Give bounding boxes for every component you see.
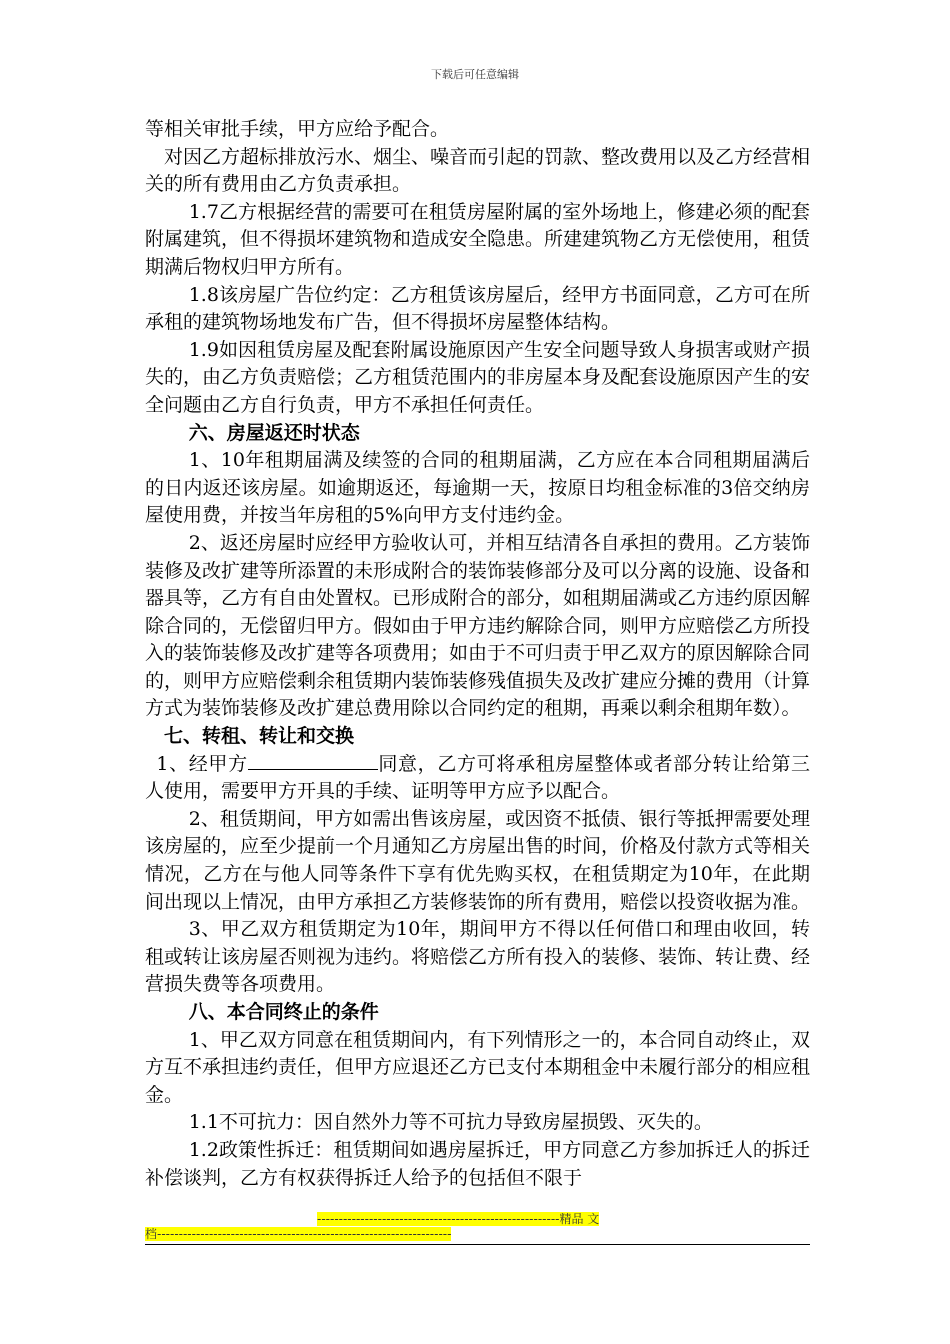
paragraph: [145, 530, 810, 723]
paragraph-text: 3、甲乙双方租赁期定为10年，期间甲方不得以任何借口和理由收回，转租或转让该房屋否则视为违约。将赔偿乙方所有投入的装修、装饰、转让费、经营损失费等各项费用。: [145, 918, 811, 996]
paragraph: [145, 144, 810, 199]
paragraph-text: 同意，乙方可将承租房屋整体或者部分转让给第三人使用，需要甲方开具的手续、证明等甲方应予以配合。: [145, 752, 810, 803]
paragraph-text: 1.9如因租赁房屋及配套附属设施原因产生安全问题导致人身损害或财产损失的，由乙方负责赔偿；乙方租赁范围内的非房屋本身及配套设施原因产生的安全问题由乙方自行负责，甲方不承担任何责任。: [145, 338, 811, 416]
paragraph: [145, 282, 810, 337]
footer-line-1: --------------------------------------------------------精品 文: [317, 1212, 600, 1226]
paragraph: [145, 337, 810, 420]
paragraph: [145, 199, 810, 282]
paragraph-text: 1.7乙方根据经营的需要可在租赁房屋附属的室外场地上，修建必须的配套附属建筑，但不得损坏建筑物和造成安全隐患。所建建筑物乙方无偿使用，租赁期满后物权归甲方所有。: [145, 200, 811, 278]
section-heading: [145, 420, 810, 448]
paragraph-text: 2、返还房屋时应经甲方验收认可，并相互结清各自承担的费用。乙方装饰装修及改扩建等所添置的未形成附合的装饰装修部分及可以分离的设施、设备和器具等，乙方有自由处置权。已形成附合的部分，如租期届满或乙方违约原因解除合同的，无偿留归甲方。假如由于甲方违约解除合同，则甲方应赔偿乙方所投入的装饰装修及改扩建等各项费用；如由于不可归责于甲乙双方的原因解除合同的，则甲方应赔偿剩余租赁期内装饰装修残值损失及改扩建应分摊的费用（计算方式为装饰装修及改扩建总费用除以合同约定的租期，再乘以剩余租期年数）。: [145, 531, 811, 720]
paragraph-text: 八、本合同终止的条件: [188, 1001, 379, 1023]
paragraph: [145, 1137, 810, 1192]
paragraph-text: 1.2政策性拆迁：租赁期间如遇房屋拆迁，甲方同意乙方参加拆迁人的拆迁补偿谈判，乙方有权获得拆迁人给予的包括但不限于: [145, 1138, 810, 1189]
page-footer: [145, 1212, 810, 1242]
document-body: [145, 116, 810, 1192]
paragraph-text: 1、10年租期届满及续签的合同的租期届满，乙方应在本合同租期届满后的日内返还该房屋。如逾期返还，每逾期一天，按原日均租金标准的3倍交纳房屋使用费，并按当年房租的5%向甲方支付违约金。: [145, 449, 810, 527]
fill-in-blank: [248, 752, 378, 770]
paragraph-text: 1、经甲方: [156, 752, 248, 775]
paragraph: [145, 447, 810, 530]
paragraph-text: 对因乙方超标排放污水、烟尘、噪音而引起的罚款、整改费用以及乙方经营相关的所有费用由乙方负责承担。: [145, 145, 811, 196]
paragraph-text: 六、房屋返还时状态: [188, 421, 360, 444]
paragraph-text: 1.8该房屋广告位约定：乙方租赁该房屋后，经甲方书面同意，乙方可在所承租的建筑物场地发布广告，但不得损坏房屋整体结构。: [145, 283, 810, 334]
footer-rule: [145, 1244, 810, 1245]
paragraph: [145, 751, 810, 806]
paragraph-text: 2、租赁期间，甲方如需出售该房屋，或因资不抵债、银行等抵押需要处理该房屋的，应至少提前一个月通知乙方房屋出售的时间，价格及付款方式等相关情况，乙方在与他人同等条件下享有优先购买权，在租赁期定为10年，在此期间出现以上情况，由甲方承担乙方装修装饰的所有费用，赔偿以投资收据为准。: [145, 807, 811, 913]
section-heading: [145, 723, 810, 751]
paragraph-text: 七、转租、转让和交换: [164, 725, 355, 748]
page-header: 下载后可任意编辑: [431, 68, 519, 81]
section-heading: [145, 999, 810, 1027]
paragraph: [145, 806, 810, 916]
paragraph: [145, 116, 810, 144]
paragraph-text: 1、甲乙双方同意在租赁期间内，有下列情形之一的，本合同自动终止，双方互不承担违约责任，但甲方应退还乙方已支付本期租金中未履行部分的相应租金。: [145, 1028, 811, 1106]
paragraph: [145, 1109, 810, 1137]
paragraph: [145, 1027, 810, 1110]
paragraph: [145, 916, 810, 999]
paragraph-text: 等相关审批手续，甲方应给予配合。: [145, 118, 450, 140]
footer-line-2: 档--------------------------------------------------------------------: [145, 1227, 452, 1241]
paragraph-text: 1.1不可抗力：因自然外力等不可抗力导致房屋损毁、灭失的。: [188, 1111, 713, 1134]
